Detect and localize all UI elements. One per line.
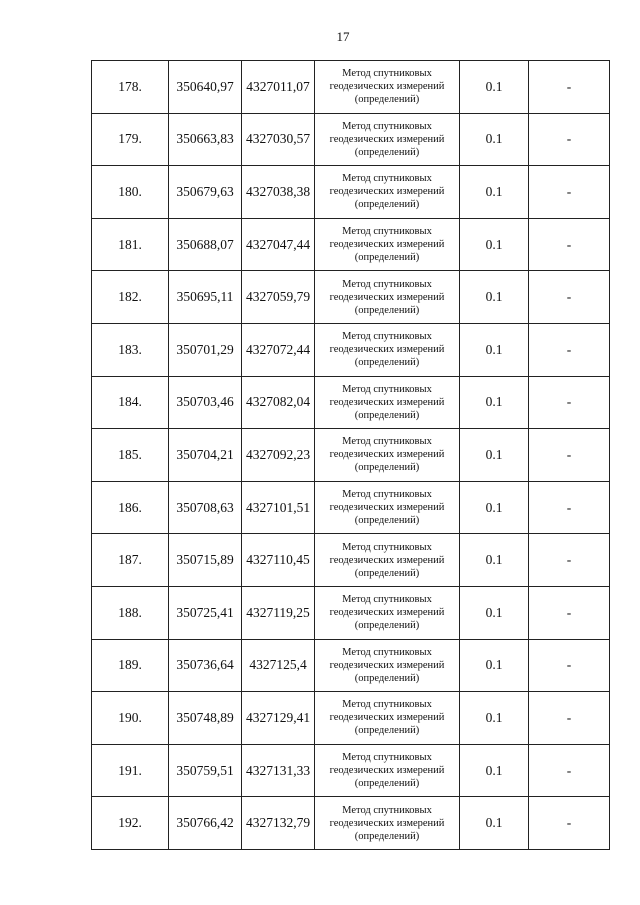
method-cell: Метод спутниковых геодезических измерений (определений) [315, 744, 460, 797]
accuracy-cell: 0.1 [460, 218, 529, 271]
method-cell: Метод спутниковых геодезических измерений (определений) [315, 113, 460, 166]
x-coordinate-cell: 350766,42 [169, 797, 242, 850]
extra-cell: - [529, 376, 610, 429]
point-number-cell: 185. [92, 429, 169, 482]
x-coordinate-cell: 350640,97 [169, 61, 242, 114]
table-row [92, 744, 610, 797]
y-coordinate-cell: 4327132,79 [242, 797, 315, 850]
page-number: 17 [336, 29, 350, 44]
extra-cell: - [529, 166, 610, 219]
accuracy-cell: 0.1 [460, 692, 529, 745]
x-coordinate-cell: 350679,63 [169, 166, 242, 219]
y-coordinate-cell: 4327125,4 [242, 639, 315, 692]
point-number-cell: 191. [92, 744, 169, 797]
x-coordinate-cell: 350663,83 [169, 113, 242, 166]
table-row [92, 586, 610, 639]
extra-cell: - [529, 744, 610, 797]
table-row [92, 61, 610, 114]
extra-cell: - [529, 639, 610, 692]
table-row [92, 166, 610, 219]
accuracy-cell: 0.1 [460, 376, 529, 429]
table-row [92, 639, 610, 692]
extra-cell: - [529, 429, 610, 482]
table-row [92, 113, 610, 166]
point-number-cell: 180. [92, 166, 169, 219]
point-number-cell: 178. [92, 61, 169, 114]
extra-cell: - [529, 586, 610, 639]
method-cell: Метод спутниковых геодезических измерений (определений) [315, 639, 460, 692]
point-number-cell: 186. [92, 481, 169, 534]
method-cell: Метод спутниковых геодезических измерений (определений) [315, 586, 460, 639]
coordinates-table [91, 60, 610, 850]
x-coordinate-cell: 350736,64 [169, 639, 242, 692]
accuracy-cell: 0.1 [460, 639, 529, 692]
point-number-cell: 184. [92, 376, 169, 429]
x-coordinate-cell: 350748,89 [169, 692, 242, 745]
x-coordinate-cell: 350703,46 [169, 376, 242, 429]
method-cell: Метод спутниковых геодезических измерений (определений) [315, 481, 460, 534]
x-coordinate-cell: 350708,63 [169, 481, 242, 534]
extra-cell: - [529, 797, 610, 850]
extra-cell: - [529, 534, 610, 587]
point-number-cell: 181. [92, 218, 169, 271]
y-coordinate-cell: 4327119,25 [242, 586, 315, 639]
accuracy-cell: 0.1 [460, 61, 529, 114]
x-coordinate-cell: 350695,11 [169, 271, 242, 324]
accuracy-cell: 0.1 [460, 797, 529, 850]
table-row [92, 376, 610, 429]
method-cell: Метод спутниковых геодезических измерений (определений) [315, 692, 460, 745]
method-cell: Метод спутниковых геодезических измерений (определений) [315, 429, 460, 482]
coordinates-table-body [92, 61, 610, 850]
accuracy-cell: 0.1 [460, 534, 529, 587]
table-row [92, 323, 610, 376]
y-coordinate-cell: 4327011,07 [242, 61, 315, 114]
table-row [92, 481, 610, 534]
accuracy-cell: 0.1 [460, 113, 529, 166]
method-cell: Метод спутниковых геодезических измерений (определений) [315, 61, 460, 114]
y-coordinate-cell: 4327129,41 [242, 692, 315, 745]
extra-cell: - [529, 218, 610, 271]
extra-cell: - [529, 61, 610, 114]
accuracy-cell: 0.1 [460, 744, 529, 797]
x-coordinate-cell: 350688,07 [169, 218, 242, 271]
y-coordinate-cell: 4327030,57 [242, 113, 315, 166]
method-cell: Метод спутниковых геодезических измерений (определений) [315, 271, 460, 324]
point-number-cell: 187. [92, 534, 169, 587]
extra-cell: - [529, 323, 610, 376]
accuracy-cell: 0.1 [460, 429, 529, 482]
table-row [92, 534, 610, 587]
point-number-cell: 188. [92, 586, 169, 639]
y-coordinate-cell: 4327082,04 [242, 376, 315, 429]
extra-cell: - [529, 481, 610, 534]
table-row [92, 797, 610, 850]
point-number-cell: 189. [92, 639, 169, 692]
x-coordinate-cell: 350725,41 [169, 586, 242, 639]
y-coordinate-cell: 4327101,51 [242, 481, 315, 534]
y-coordinate-cell: 4327092,23 [242, 429, 315, 482]
table-row [92, 429, 610, 482]
point-number-cell: 190. [92, 692, 169, 745]
x-coordinate-cell: 350701,29 [169, 323, 242, 376]
method-cell: Метод спутниковых геодезических измерений (определений) [315, 376, 460, 429]
y-coordinate-cell: 4327038,38 [242, 166, 315, 219]
x-coordinate-cell: 350759,51 [169, 744, 242, 797]
y-coordinate-cell: 4327047,44 [242, 218, 315, 271]
y-coordinate-cell: 4327110,45 [242, 534, 315, 587]
point-number-cell: 192. [92, 797, 169, 850]
y-coordinate-cell: 4327059,79 [242, 271, 315, 324]
point-number-cell: 182. [92, 271, 169, 324]
table-row [92, 271, 610, 324]
y-coordinate-cell: 4327072,44 [242, 323, 315, 376]
accuracy-cell: 0.1 [460, 323, 529, 376]
extra-cell: - [529, 692, 610, 745]
table-row [92, 692, 610, 745]
method-cell: Метод спутниковых геодезических измерений (определений) [315, 797, 460, 850]
x-coordinate-cell: 350715,89 [169, 534, 242, 587]
extra-cell: - [529, 113, 610, 166]
accuracy-cell: 0.1 [460, 271, 529, 324]
method-cell: Метод спутниковых геодезических измерений (определений) [315, 534, 460, 587]
method-cell: Метод спутниковых геодезических измерений (определений) [315, 218, 460, 271]
table-row [92, 218, 610, 271]
point-number-cell: 179. [92, 113, 169, 166]
extra-cell: - [529, 271, 610, 324]
y-coordinate-cell: 4327131,33 [242, 744, 315, 797]
accuracy-cell: 0.1 [460, 166, 529, 219]
method-cell: Метод спутниковых геодезических измерений (определений) [315, 323, 460, 376]
accuracy-cell: 0.1 [460, 586, 529, 639]
method-cell: Метод спутниковых геодезических измерений (определений) [315, 166, 460, 219]
accuracy-cell: 0.1 [460, 481, 529, 534]
x-coordinate-cell: 350704,21 [169, 429, 242, 482]
point-number-cell: 183. [92, 323, 169, 376]
